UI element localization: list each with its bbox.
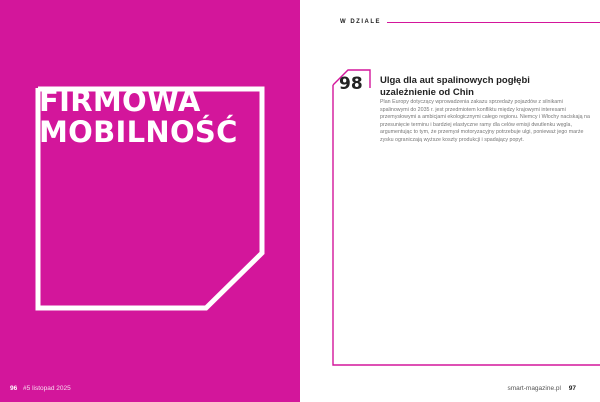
article-page-number[interactable]: 98 (339, 74, 363, 94)
page-number-right: 97 (568, 385, 576, 392)
page-number-left: 96 (10, 385, 18, 392)
article-title[interactable]: Ulga dla aut spalinowych pogłębi uzależnienie od Chin (380, 75, 530, 98)
folio-right (507, 385, 576, 392)
issue-label: #5 listopad 2025 (23, 385, 71, 392)
contents-heading: W DZIALE (340, 19, 381, 25)
site-url[interactable]: smart-magazine.pl (507, 385, 561, 392)
article-lead: Plan Europy dotyczący wprowadzenia zakazu sprzedaży pojazdów z silnikami spalinowymi do 2035 r. jest przedmiotem konfliktu między krajowymi interesami przemysłowymi a ambicjami ekologicznymi całego regionu. Niemcy i Włochy naciskają na przesunięcie terminu i bardziej elastyczne ramy dla celów emisji dwutlenku węgla, argumentując to tym, że przemysł motoryzacyjny potrzebuje ulgi, ponieważ jego marże zysku ograniczają wyższe koszty produkcji i spadający popyt. (380, 99, 590, 143)
section-title-line2: MOBILNOŚĆ (39, 115, 238, 149)
section-title-line1: FIRMOWA (39, 84, 201, 118)
